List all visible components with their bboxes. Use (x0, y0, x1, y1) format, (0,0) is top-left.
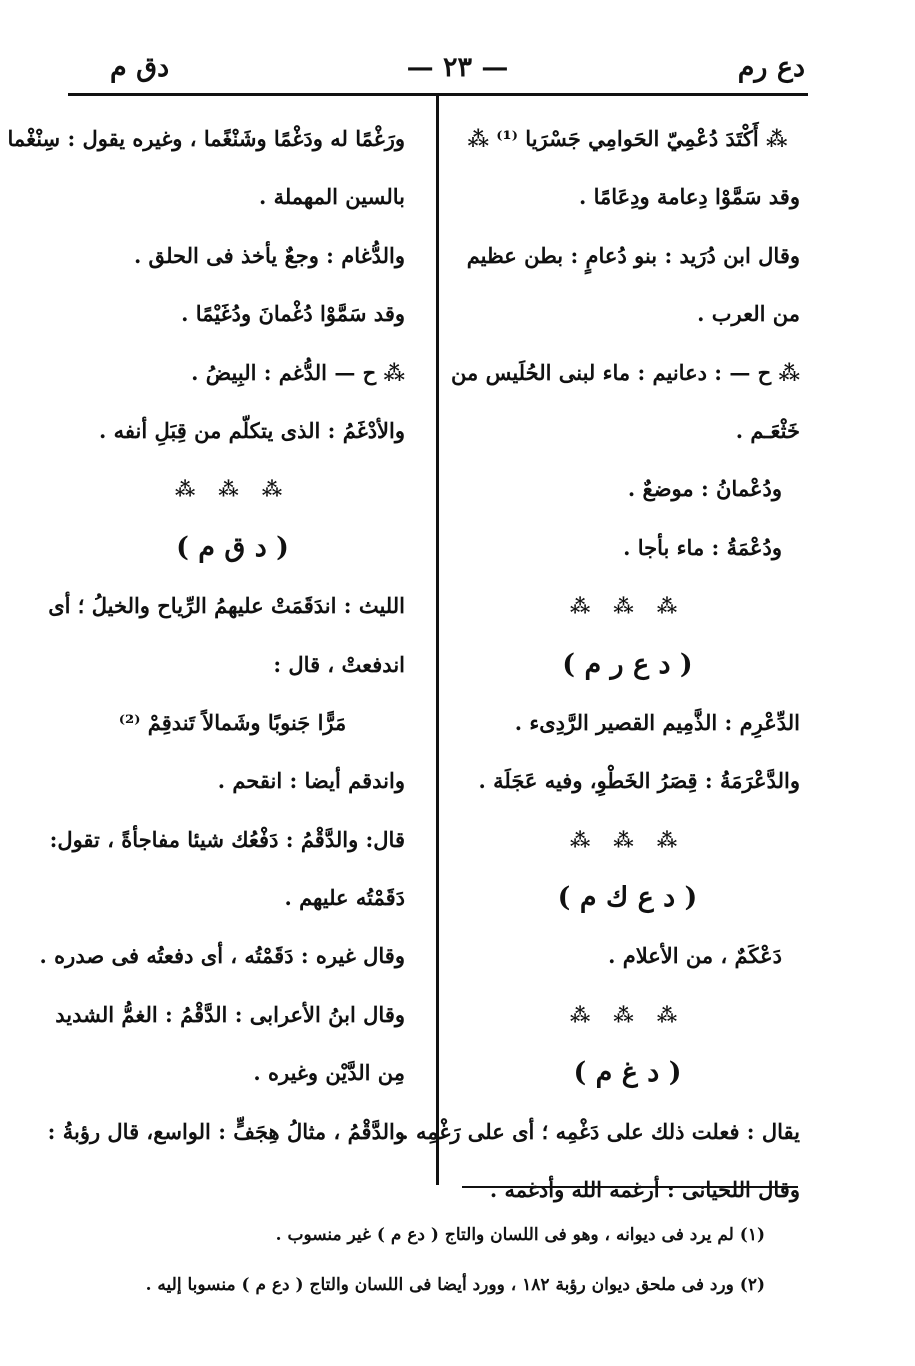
text-line: والدُّغام : وجعٌ يأخذ فى الحلق . (133, 242, 405, 268)
entry-heading: ( د ع ر م ) (562, 648, 693, 680)
page-number: — ٢٣ — (406, 52, 509, 83)
text-line: دَعْكَمٌ ، من الأعلام . (608, 943, 782, 969)
right-column (401, 110, 800, 1219)
text-line: الليث : اندَقَمَتْ عليهمُ الرِّياح والخيلُ ؛ أى (48, 593, 405, 619)
text-line: ⁂ ح — الدُّغم : البِيضُ . (191, 359, 405, 385)
text-line: وقال غيره : دَقَمْتُه ، أى دفعتُه فى صدره . (39, 943, 405, 969)
text-line: وقال ابنُ الأعرابى : الدَّقْمُ : الغمُّ الشديد (55, 1001, 405, 1027)
section-separator: ⁂ ⁂ ⁂ (569, 827, 686, 852)
section-separator: ⁂ ⁂ ⁂ (569, 1002, 686, 1027)
text-line: وقال ابن دُرَيد : بنو دُعامٍ : بطن عظيم (466, 242, 800, 268)
section-separator: ⁂ ⁂ ⁂ (569, 594, 686, 619)
text-line: ورَغْمًا له ودَغْمًا وشَنْغًما ، وغيره يقول : سِنْغْما (7, 126, 405, 151)
footnotes (65, 1210, 765, 1310)
text-line: والدَّقْمُ ، مثالُ هِجَفٍّ : الواسع، قال رؤبةُ : (47, 1118, 405, 1144)
verse-line: مَرًّا جَنوبًا وشَمالاً تَندقِمْ ⁽²⁾ (118, 709, 347, 735)
text-line: وقد سَمَّوْا دُغْمانَ ودُغَيْمًا . (181, 301, 405, 327)
footnote-rule (462, 1186, 798, 1188)
text-line: قال: والدَّقْمُ : دَفْعُك شيئا مفاجأةً ، تقول: (49, 826, 405, 852)
footnote: (٢) ورد فى ملحق ديوان رؤبة ١٨٢ ، وورد أيضا فى اللسان والتاج ( دع م ) منسوبا إليه . (145, 1275, 765, 1295)
footnote: (١) لم يرد فى ديوانه ، وهو فى اللسان والتاج ( دع م ) غير منسوب . (275, 1225, 765, 1245)
text-line: ودُعْمانُ : موضعٌ . (627, 476, 782, 502)
text-line: والدَّعْرَمَةُ : قِصَرُ الخَطْوِ، وفيه عَجَلَة . (478, 768, 800, 794)
text-line: اندفعتْ ، قال : (273, 651, 405, 677)
text-line: مِن الدَّيْن وغيره . (253, 1060, 405, 1086)
text-line: الدِّعْرِم : الذَّمِيم القصير الرَّدِىء . (514, 709, 800, 735)
text-line: دَقَمْتُه عليهم . (284, 885, 405, 911)
section-separator: ⁂ ⁂ ⁂ (174, 477, 291, 502)
entry-heading: ( د ع ك م ) (557, 882, 698, 914)
text-line: وقال اللحيانى : أرغمه الله وأدغمه . (489, 1177, 800, 1203)
text-line: من العرب . (697, 301, 800, 327)
column-divider (436, 95, 439, 1185)
text-line: يقال : فعلت ذلك على دَغْمِه ؛ أى على رَغْمِه . (401, 1118, 800, 1144)
text-line: والأدْغَمُ : الذى يتكلّم من قِبَلِ أنفه . (99, 417, 405, 443)
entry-heading: ( د ق م ) (176, 531, 289, 563)
text-line: بالسين المهملة . (258, 184, 405, 210)
text-line: ⁂ ح — : دعانيم : ماء لبنى الحُلَيس من (451, 359, 800, 385)
text-line: ودُعْمَةُ : ماء بأجا . (623, 534, 782, 560)
running-head-left: دق م (110, 52, 170, 83)
text-line: واندقم أيضا : انقحم . (217, 768, 405, 794)
text-line: وقد سَمَّوْا دِعامة ودِعَامًا . (578, 184, 800, 210)
text-line: خَثْعَـم . (735, 417, 800, 443)
running-head-right: دع رم (737, 52, 805, 83)
verse-line: ⁂ أَكْتَدَ دُعْمِيّ الحَوامِي جَسْرَيا ⁽¹⁾ ⁂ (467, 126, 788, 151)
entry-heading: ( د غ م ) (573, 1057, 682, 1089)
left-column (7, 110, 405, 1161)
